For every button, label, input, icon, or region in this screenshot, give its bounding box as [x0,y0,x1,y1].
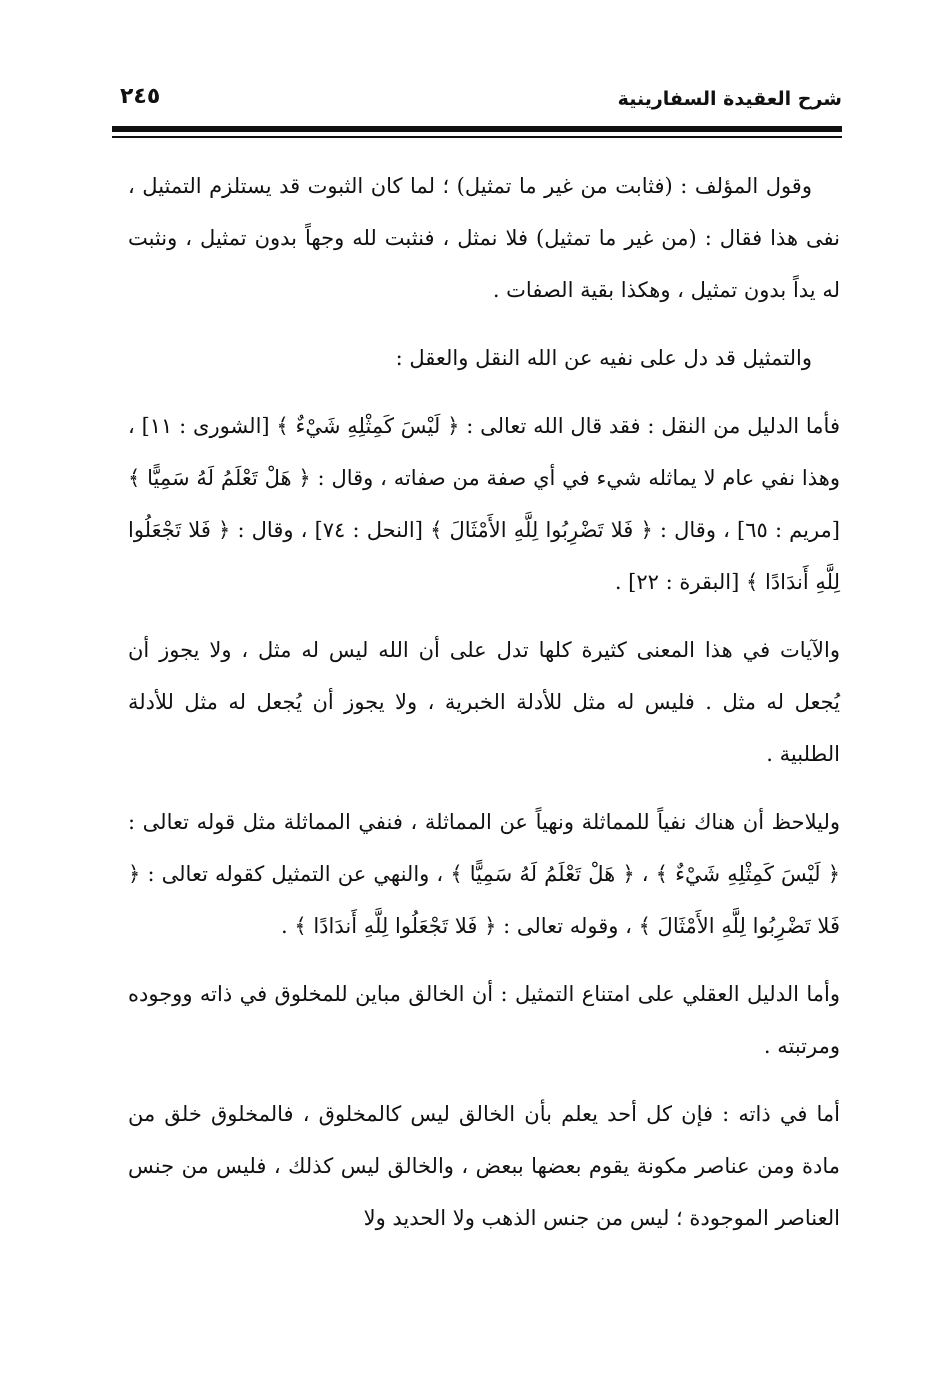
header-rule-thin [112,136,842,138]
header-rule-thick [112,126,842,132]
paragraph-negation-and-prohibition: وليلاحظ أن هناك نفياً للمماثلة ونهياً عن المماثلة ، فنفي المماثلة مثل قوله تعالى : ﴿ لَيْسَ كَمِثْلِهِ شَيْءٌ ﴾ ، ﴿ هَلْ تَعْلَمُ لَهُ سَمِيًّا ﴾ ، والنهي عن التمثيل كقوله تعالى : ﴿ فَلا تَضْرِبُوا لِلَّهِ الأَمْثَالَ ﴾ ، وقوله تعالى : ﴿ فَلا تَجْعَلُوا لِلَّهِ أَندَادًا ﴾ . [128,810,840,938]
paragraph-in-essence: أما في ذاته : فإن كل أحد يعلم بأن الخالق ليس كالمخلوق ، فالمخلوق خلق من مادة ومن عناصر مكونة يقوم بعضها ببعض ، والخالق ليس كذلك ، فليس من جنس العناصر الموجودة ؛ ليس من جنس الذهب ولا الحديد ولا [128,1102,840,1230]
paragraph-rational-evidence: وأما الدليل العقلي على امتناع التمثيل : أن الخالق مباين للمخلوق في ذاته ووجوده ومرتبته . [128,982,840,1058]
paragraph-verses-meaning: والآيات في هذا المعنى كثيرة كلها تدل على أن الله ليس له مثل ، ولا يجوز أن يُجعل له مثل . فليس له مثل للأدلة الخبرية ، ولا يجوز أن يُجعل له مثل للأدلة الطلبية . [128,638,840,766]
paragraph-evidence-intro: والتمثيل قد دل على نفيه عن الله النقل والعقل : [395,346,812,370]
paragraph-author-statement: وقول المؤلف : (فثابت من غير ما تمثيل) ؛ لما كان الثبوت قد يستلزم التمثيل ، نفى هذا فقال : (من غير ما تمثيل) فلا نمثل ، فنثبت لله وجهاً بدون تمثيل ، ونثبت له يداً بدون تمثيل ، وهكذا بقية الصفات . [128,174,840,302]
running-title: شرح العقيدة السفارينية [617,88,842,110]
paragraph-textual-evidence: فأما الدليل من النقل : فقد قال الله تعالى : ﴿ لَيْسَ كَمِثْلِهِ شَيْءٌ ﴾ [الشورى : ١١] ، وهذا نفي عام لا يماثله شيء في أي صفة من صفاته ، وقال : ﴿ هَلْ تَعْلَمُ لَهُ سَمِيًّا ﴾ [مريم : ٦٥] ، وقال : ﴿ فَلا تَضْرِبُوا لِلَّهِ الأَمْثَالَ ﴾ [النحل : ٧٤] ، وقال : ﴿ فَلا تَجْعَلُوا لِلَّهِ أَندَادًا ﴾ [البقرة : ٢٢] . [128,414,841,594]
page-header [112,82,842,122]
page-body [128,160,840,1260]
page-number: ٢٤٥ [120,84,161,109]
